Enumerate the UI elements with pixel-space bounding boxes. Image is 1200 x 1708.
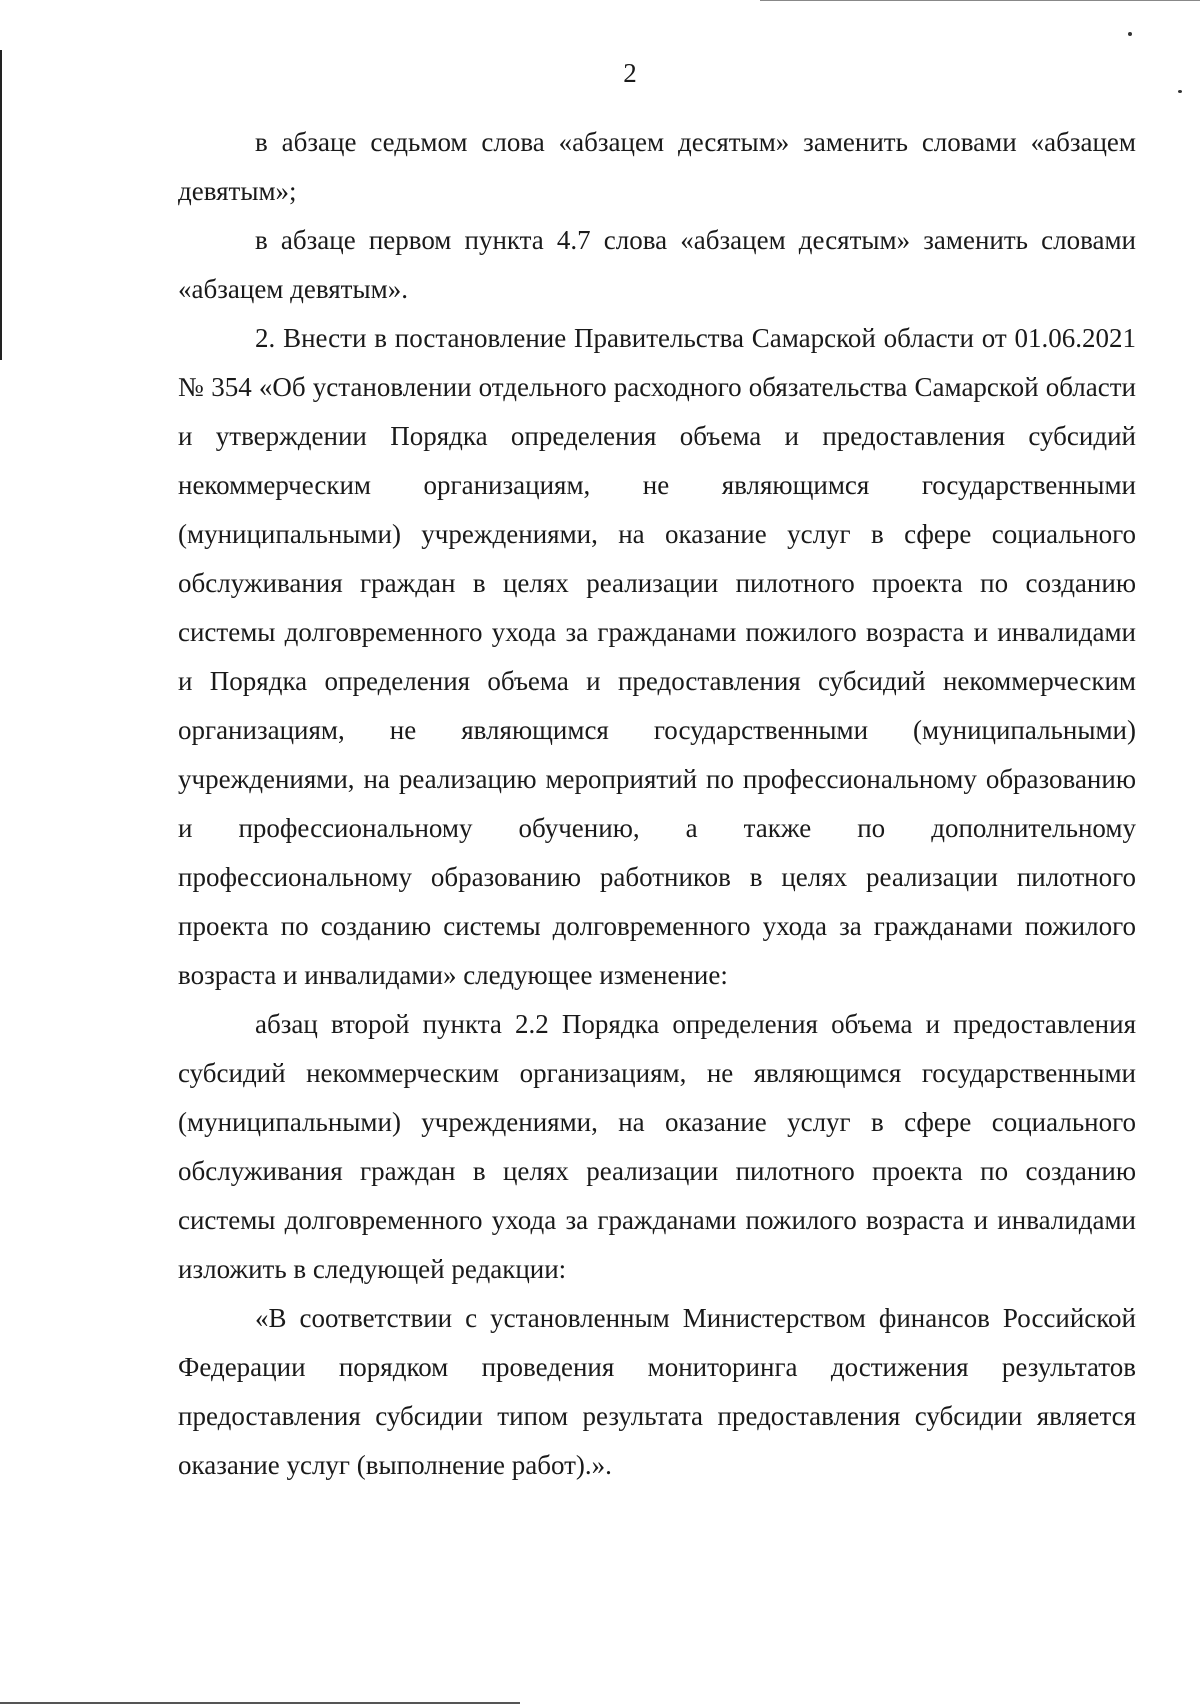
scan-edge-bottom <box>0 1702 520 1704</box>
page-number: 2 <box>623 58 637 88</box>
paragraph: абзац второй пункта 2.2 Порядка определения объема и предоставления субсидий некоммерческим организациям, не являющимся государственными (муниципальными) учреждениями, на оказание услуг в сфере социального обслуживания граждан в целях реализации пилотного проекта по созданию системы долговременного ухода за гражданами пожилого возраста и инвалидами изложить в следующей редакции: <box>178 1009 1136 1284</box>
scan-speck <box>1128 32 1132 36</box>
scan-speck <box>1178 90 1182 93</box>
paragraph: в абзаце первом пункта 4.7 слова «абзацем десятым» заменить словами «абзацем девятым». <box>178 225 1136 304</box>
paragraph: «В соответствии с установленным Министерством финансов Российской Федерации порядком проведения мониторинга достижения результатов предоставления субсидии типом результата предоставления субсидии является оказание услуг (выполнение работ).». <box>178 1303 1136 1480</box>
paragraph: 2. Внести в постановление Правительства Самарской области от 01.06.2021 № 354 «Об установлении отдельного расходного обязательства Самарской области и утверждении Порядка определения объема и предоставления субсидий некоммерческим организациям, не являющимся государственными (муниципальными) учреждениями, на оказание услуг в сфере социального обслуживания граждан в целях реализации пилотного проекта по созданию системы долговременного ухода за гражданами пожилого возраста и инвалидами и Порядка определения объема и предоставления субсидий некоммерческим организациям, не являющимся государственными (муниципальными) учреждениями, на реализацию мероприятий по профессиональному образованию и профессиональному обучению, а также по дополнительному профессиональному образованию работников в целях реализации пилотного проекта по созданию системы долговременного ухода за гражданами пожилого возраста и инвалидами» следующее изменение: <box>178 323 1136 990</box>
scan-edge-left <box>0 50 2 360</box>
scan-edge-top <box>760 0 1200 1</box>
paragraph: в абзаце седьмом слова «абзацем десятым» заменить словами «абзацем девятым»; <box>178 127 1136 206</box>
document-body <box>178 118 1136 1490</box>
